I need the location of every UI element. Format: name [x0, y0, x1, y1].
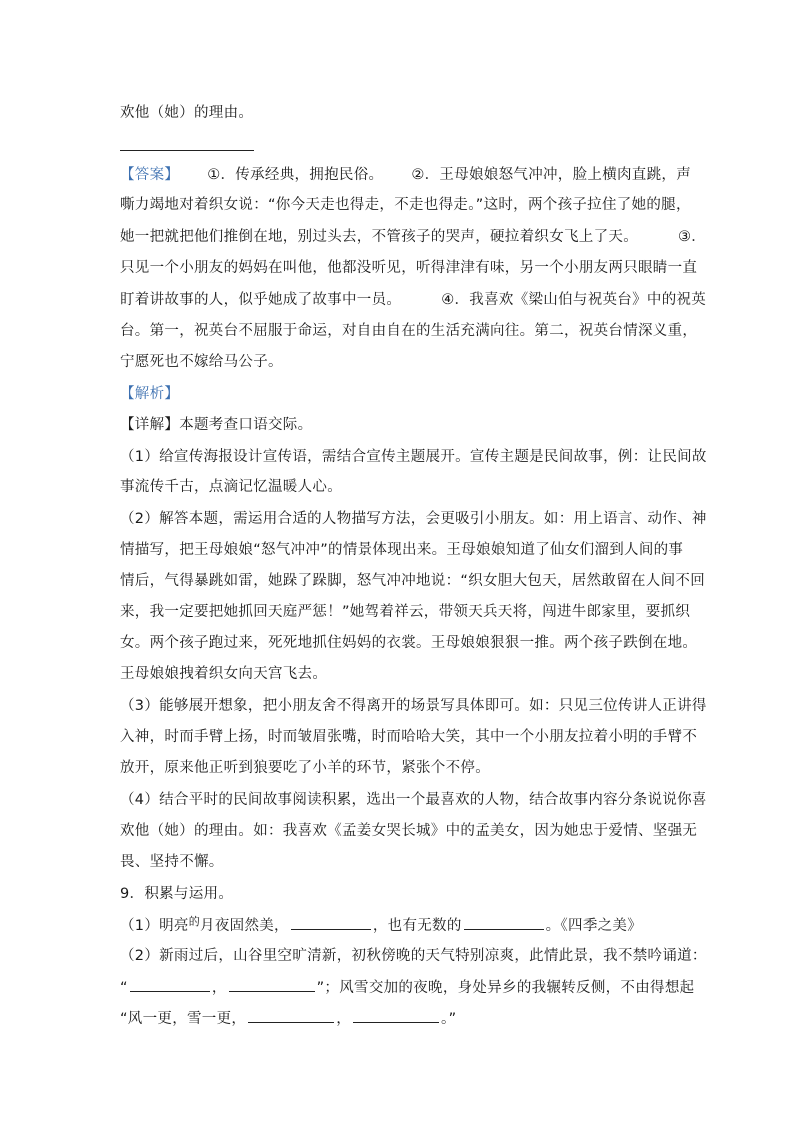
answer-blank[interactable]	[248, 1009, 334, 1023]
text-line: （1）给宣传海报设计宣传语，需结合宣传主题展开。宣传主题是民间故事，例：让民间故	[120, 449, 707, 465]
text-line: （2）新雨过后，山谷里空旷清新，初秋傍晚的天气特别凉爽，此情此景，我不禁吟诵道：	[120, 948, 707, 964]
text-span: ，	[211, 980, 227, 996]
text-line: 情描写，把王母娘娘“怒气冲冲”的情景体现出来。王母娘娘知道了仙女们溜到人间的事	[120, 542, 684, 558]
text-line: 王母娘娘拽着织女向天宫飞去。	[120, 666, 328, 682]
text-span: ，也有无数的	[372, 918, 462, 934]
text-line: 欢他（她）的理由。	[120, 105, 254, 121]
text-span: 的	[188, 915, 201, 928]
text-line: 放开，原来他正听到狼要吃了小羊的环节，紧张个不停。	[120, 760, 490, 776]
answer-blank[interactable]	[291, 916, 371, 930]
text-line: （4）结合平时的民间故事阅读积累，选出一个最喜欢的人物，结合故事内容分条说说你喜	[120, 792, 707, 808]
text-line: 只见一个小朋友的妈妈在叫他，他都没听见，听得津津有味，另一个小朋友两只眼睛一直	[120, 260, 698, 276]
answer-item-1: ①．传承经典，拥抱民俗。	[207, 167, 384, 183]
text-line: 女。两个孩子跑过来，死死地抓住妈妈的衣裳。王母娘娘狠狠一推。两个孩子跌倒在地。	[120, 635, 698, 651]
answer-item-2: ②．王母娘娘怒气冲冲，脸上横肉直跳，声	[411, 167, 692, 183]
text-line: （3）能够展开想象，把小朋友舍不得离开的场景写具体即可。如：只见三位传讲人正讲得	[120, 698, 707, 714]
text-line: 宁愿死也不嫁给马公子。	[120, 354, 283, 370]
text-line: （2）解答本题，需运用合适的人物描写方法，会更吸引小朋友。如：用上语言、动作、神	[120, 511, 707, 527]
text-line: 入神，时而手臂上扬，时而皱眉张嘴，时而哈哈大笑，其中一个小朋友拉着小明的手臂不	[120, 729, 698, 745]
answer-blank[interactable]	[353, 1009, 439, 1023]
text-span: “	[120, 980, 128, 996]
text-span: 她一把就把他们推倒在地，别过头去，不管孩子的哭声，硬拉着织女飞上了天。	[120, 229, 638, 245]
answer-blank[interactable]	[130, 978, 210, 992]
text-span: 盯着讲故事的人，似乎她成了故事中一员。	[120, 292, 402, 308]
answer-blank[interactable]	[229, 978, 315, 992]
text-span: ，	[336, 1011, 352, 1027]
text-span: 月夜固然美，	[200, 918, 289, 934]
text-span: （1）明亮	[120, 918, 189, 934]
text-line: 事流传千古，点滴记忆温暖人心。	[120, 479, 342, 495]
text-line: 情后，气得暴跳如雷，她跺了跺脚，怒气冲冲地说：“织女胆大包天，居然敢留在人间不回	[120, 573, 706, 589]
answer-line	[120, 166, 692, 184]
answer-item-3: ③．	[678, 229, 707, 245]
text-span: 。《四季之美》	[545, 918, 643, 934]
fill-blank-line	[120, 978, 695, 997]
text-line	[120, 291, 707, 309]
analysis-label: 【解析】	[120, 386, 180, 402]
text-span: “风一更，雪一更，	[120, 1011, 247, 1027]
question-heading: 9．积累与运用。	[120, 886, 234, 902]
text-line	[120, 228, 707, 246]
text-line: 台。第一，祝英台不屈服于命运，对自由自在的生活充满向往。第二，祝英台情深义重，	[120, 323, 698, 339]
text-line: 来，我一定要把她抓回天庭严惩！”她驾着祥云，带领天兵天将，闯进牛郎家里，要抓织	[120, 604, 691, 620]
fill-blank-line	[120, 1009, 680, 1028]
divider-line	[120, 150, 254, 151]
text-line: 【详解】本题考查口语交际。	[120, 417, 313, 433]
fill-blank-line	[120, 916, 680, 936]
text-span: 。”	[441, 1011, 457, 1027]
answer-item-4: ④．我喜欢《梁山伯与祝英台》中的祝英	[441, 292, 707, 308]
answer-label: 【答案】	[120, 167, 180, 183]
text-line: 畏、坚持不懈。	[120, 854, 224, 870]
answer-blank[interactable]	[464, 916, 544, 930]
text-line: 欢他（她）的理由。如：我喜欢《孟姜女哭长城》中的孟美女，因为她忠于爱情、坚强无	[120, 823, 698, 839]
text-line: 嘶力竭地对着织女说：“你今天走也得走，不走也得走。”这时，两个孩子拉住了她的腿，	[120, 197, 691, 213]
text-span: ”；风雪交加的夜晚，身处异乡的我辗转反侧，不由得想起	[316, 980, 695, 996]
